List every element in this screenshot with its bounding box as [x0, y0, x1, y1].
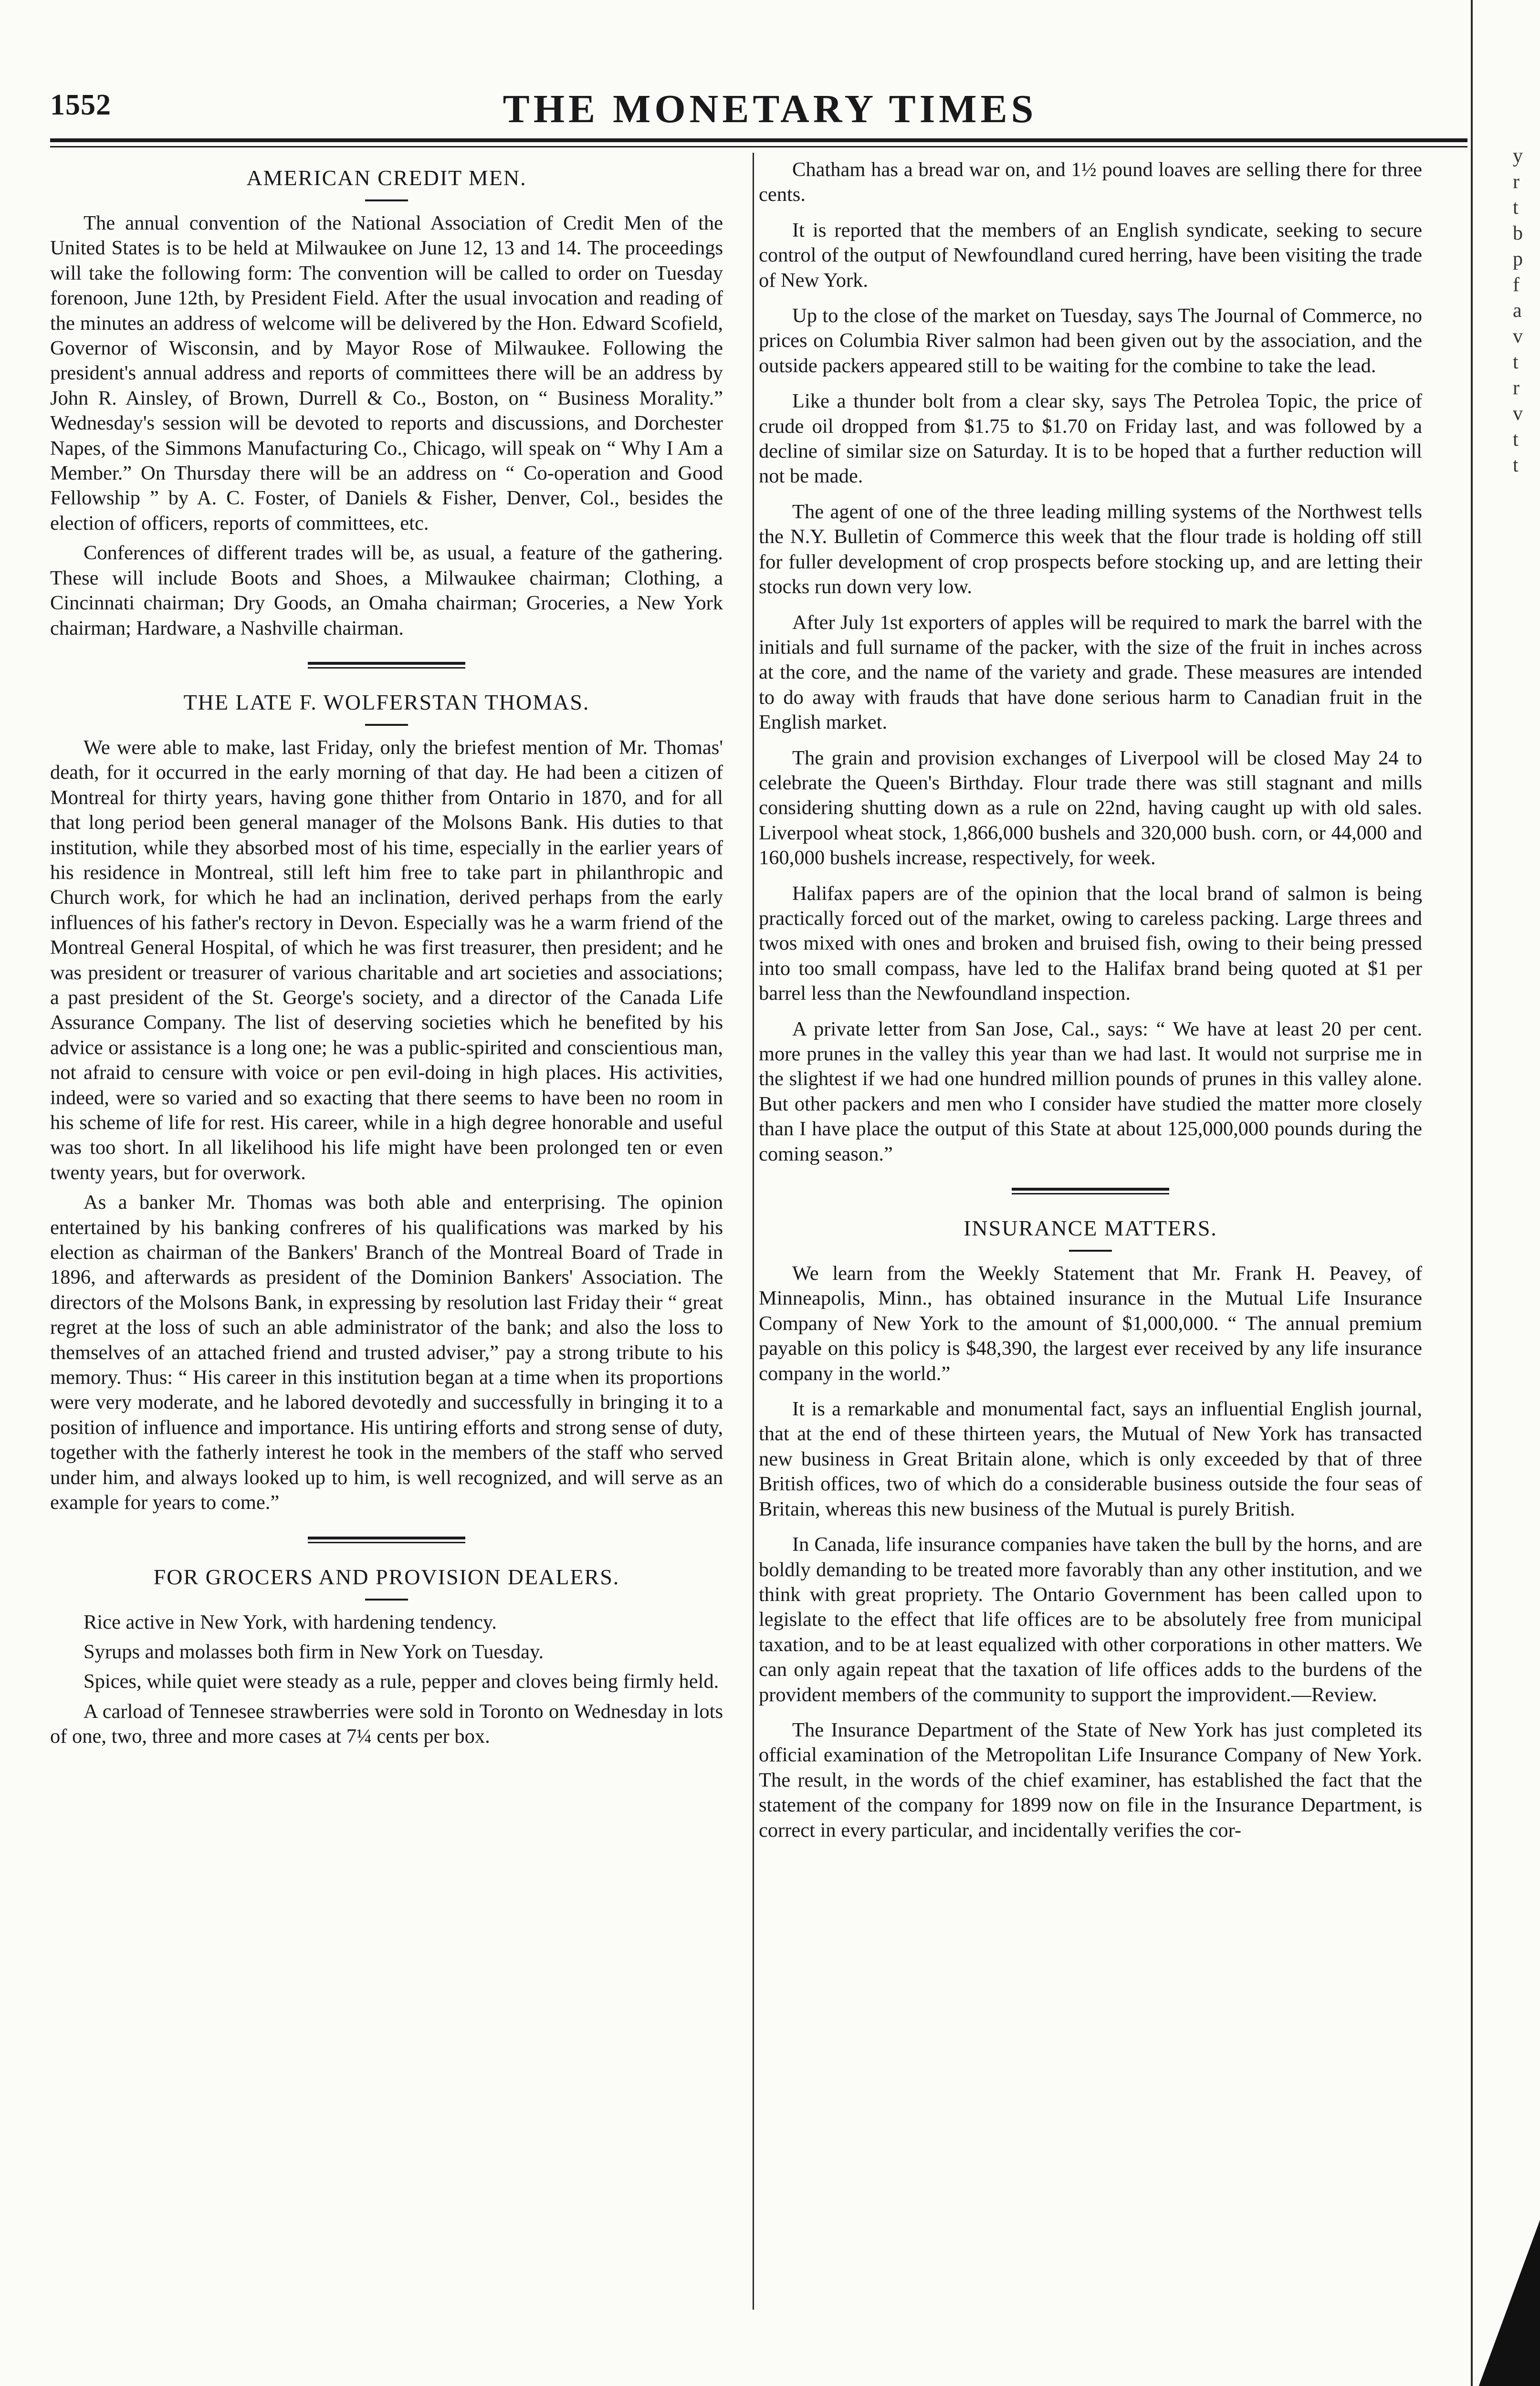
headline-american-credit-men: AMERICAN CREDIT MEN. — [246, 166, 527, 190]
fragment-letter: t — [1513, 429, 1519, 450]
paragraph: We learn from the Weekly Statement that Mr. Frank H. Peavey, of Minneapolis, Minn., has obtained insurance in the Mutual Life Insurance Company of New York to the amount of $1,000,000. “ The annual premium payable on this policy is $48,390, the largest ever received by any life insurance company in the world.” — [759, 1262, 1422, 1385]
headline-late-thomas: THE LATE F. WOLFERSTAN THOMAS. — [183, 690, 590, 714]
paragraph: As a banker Mr. Thomas was both able and enterprising. The opinion entertained by his banking confreres of his qualifications was marked by his election as chairman of the Bankers' Branch of the Montreal Board of Trade in 1896, and afterwards as president of the Dominion Bankers' Association. The directors of the Molsons Bank, in expressing by resolution last Friday their “ great regret at the loss of such an able administrator of the bank; and also the loss to themselves of an attached friend and trusted adviser,” pay a strong tribute to his memory. Thus: “ His career in this institution began at a time when its proportions were very moderate, and he labored devotedly and successfully in bringing it to a position of influence and importance. His untiring efforts and strong sense of duty, together with the fatherly interest he took in the members of the staff who served under him, and always looked up to him, is well recognized, and will serve as an example for years to come.” — [50, 1191, 723, 1514]
news-item: A private letter from San Jose, Cal., says: “ We have at least 20 per cent. more prunes in the valley this year than we had last. It would not surprise me in the slightest if we had one hundred million pounds of prunes in this valley alone. But other packers and men who I consider have studied the matter more closely than I have place the output of this State at about 125,000,000 pounds during the coming season.” — [759, 1017, 1422, 1165]
news-item: Halifax papers are of the opinion that the local brand of salmon is being practically forced out of the market, owing to careless packing. Large threes and twos mixed with ones and broken and bruised fish, owing to their being pressed into too small compass, have led to the Halifax brand being quoted at $1 per barrel less than the Newfoundland inspection. — [759, 882, 1422, 1005]
right-column — [759, 157, 1422, 1853]
news-item: The agent of one of the three leading milling systems of the Northwest tells the N.Y. Bulletin of Commerce this week that the flour trade is holding off still for fuller development of crop prospects before stocking up, and are letting their stocks run down very low. — [759, 500, 1422, 598]
news-item: Chatham has a bread war on, and 1½ pound loaves are selling there for three cents. — [759, 158, 1422, 206]
headline-grocers: FOR GROCERS AND PROVISION DEALERS. — [153, 1564, 620, 1589]
paragraph: It is a remarkable and monumental fact, says an influential English journal, that at the end of these thirteen years, the Mutual of New York has transacted new business in Great Britain alone, which is only exceeded by that of three British offices, two of which do a considerable business outside the four seas of Britain, whereas this new business of the Mutual is purely British. — [759, 1398, 1422, 1520]
continued-news-items — [759, 157, 1422, 1167]
fragment-letter: f — [1513, 274, 1519, 296]
fragment-letter: a — [1513, 300, 1522, 322]
paragraph: The Insurance Department of the State of New York has just completed its official examination of the Metropolitan Life Insurance Company of New York. The result, in the words of the chief examiner, has established the fact that the statement of the company for 1899 now on file in the Insurance Department, is correct in every particular, and incidentally verifies the cor- — [759, 1718, 1422, 1842]
header-rule-thick — [50, 138, 1467, 142]
news-item: Like a thunder bolt from a clear sky, says The Petrolea Topic, the price of crude oil dropped from $1.75 to $1.70 on Friday last, and was followed by a decline of similar size on Saturday. It is to be hoped that a further reduction will not be made. — [759, 390, 1422, 488]
fragment-letter: y — [1513, 145, 1523, 167]
header-rule-thin — [50, 146, 1467, 147]
page-number: 1552 — [50, 89, 111, 121]
paragraph: We were able to make, last Friday, only the briefest mention of Mr. Thomas' death, for it occurred in the early morning of that day. He had been a citizen of Montreal for thirty years, having gone thither from Ontario in 1870, and for all that long period been general manager of the Molsons Bank. His duties to that institution, while they absorbed most of his time, especially in the earlier years of his residence in Montreal, still left him free to take part in philanthropic and Church work, for which he had an inclination, derived perhaps from the early influences of his father's rectory in Devon. Especially was he a warm friend of the Montreal General Hospital, of which he was first treasurer, then president; and he was president or treasurer of various charitable and art societies and associations; a past president of the St. George's society, and a director of the Canada Life Assurance Company. The list of deserving societies which he benefited by his advice or assistance is a long one; he was a public-spirited and conscientious man, not afraid to censure with voice or pen evil-doing in high places. His activities, indeed, were so varied and so exacting that there seems to have been no room in his scheme of life for rest. His career, while in a high degree honorable and useful was too short. In all likelihood his life might have been prolonged ten or even twenty years, but for overwork. — [50, 736, 723, 1184]
news-item: It is reported that the members of an English syndicate, seeking to secure control of the output of Newfoundland cured herring, have been visiting the trade of New York. — [759, 219, 1422, 292]
paragraph: Spices, while quiet were steady as a rule, pepper and cloves being firmly held. — [84, 1670, 719, 1693]
section-separator — [308, 662, 465, 669]
news-item: The grain and provision exchanges of Liverpool will be closed May 24 to celebrate the Queen's Birthday. Flour trade there was still stagnant and mills considering shutting down as a rule on 22nd, having caught up with old sales. Liverpool wheat stock, 1,866,000 bushels and 320,000 bush. corn, or 44,000 and 160,000 bushels increase, respectively, for week. — [759, 746, 1422, 869]
article-insurance-matters — [759, 1214, 1422, 1843]
adjacent-page-fragment — [1513, 143, 1540, 478]
paragraph: Rice active in New York, with hardening tendency. — [84, 1611, 497, 1633]
paragraph: The annual convention of the National Association of Credit Men of the United States is to be held at Milwaukee on June 12, 13 and 14. The proceedings will take the following form: The convention will be called to order on Tuesday forenoon, June 12th, by President Field. After the usual invocation and reading of the minutes an address of welcome will be delivered by the Hon. Edward Scofield, Governor of Wisconsin, and by Mayor Rose of Milwaukee. Following the president's annual address and reports of committees there will be an address by John R. Ainsley, of Brown, Durrell & Co., Boston, on “ Business Morality.” Wednesday's session will be devoted to reports and discussions, and Dorchester Napes, of the Simmons Manufacturing Co., Chicago, will speak on “ Why I Am a Member.” On Thursday there will be an address on “ Co-operation and Good Fellowship ” by A. C. Foster, of Daniels & Fisher, Denver, Col., besides the election of officers, reports of committees, etc. — [50, 212, 723, 534]
section-separator — [1012, 1188, 1169, 1194]
scan-shadow-corner — [1473, 2220, 1540, 2386]
headline-dash — [1069, 1250, 1112, 1252]
fragment-letter: b — [1513, 222, 1523, 244]
fragment-letter: r — [1513, 171, 1519, 193]
masthead: THE MONETARY TIMES — [503, 87, 1037, 131]
fragment-letter: t — [1513, 197, 1519, 219]
headline-dash — [365, 199, 408, 201]
fragment-letter: t — [1513, 351, 1519, 373]
page-edge-border — [1471, 0, 1473, 2386]
left-column — [50, 157, 723, 1754]
news-item: After July 1st exporters of apples will be required to mark the barrel with the initials and full surname of the packer, with the size of the fruit in inches across at the core, and the name of the variety and grade. These measures are intended to do away with frauds that have done serious harm to Canadian fruit in the English market. — [759, 611, 1422, 734]
paragraph: Syrups and molasses both firm in New York on Tuesday. — [84, 1640, 544, 1663]
headline-dash — [365, 1599, 408, 1601]
article-late-thomas — [50, 688, 723, 1516]
fragment-letter: r — [1513, 377, 1519, 399]
fragment-letter: v — [1513, 325, 1523, 347]
section-separator — [308, 1537, 465, 1543]
headline-dash — [365, 724, 408, 726]
article-grocers — [50, 1562, 723, 1749]
paragraph: In Canada, life insurance companies have taken the bull by the horns, and are boldly demanding to be treated more favorably than any other institution, and we think with great propriety. The Ontario Government has been called upon to legislate to the effect that life offices are to be absolutely free from municipal taxation, and to be at least equalized with other corporations in other matters. We can only again repeat that the taxation of life offices adds to the burdens of the provident members of the community to support the improvident.—Review. — [759, 1533, 1422, 1706]
fragment-letter: v — [1513, 403, 1523, 425]
paragraph: A carload of Tennesee strawberries were sold in Toronto on Wednesday in lots of one, two, three and more cases at 7¼ cents per box. — [50, 1700, 723, 1748]
article-american-credit-men — [50, 163, 723, 641]
headline-insurance-matters: INSURANCE MATTERS. — [964, 1216, 1217, 1241]
paragraph: Conferences of different trades will be, as usual, a feature of the gathering. These will include Boots and Shoes, a Milwaukee chairman; Clothing, a Cincinnati chairman; Dry Goods, an Omaha chairman; Groceries, a New York chairman; Hardware, a Nashville chairman. — [50, 542, 723, 639]
fragment-letter: p — [1513, 248, 1523, 270]
news-item: Up to the close of the market on Tuesday, says The Journal of Commerce, no prices on Columbia River salmon had been given out by the association, and the outside packers appeared still to be waiting for the combine to take the lead. — [759, 304, 1422, 377]
fragment-letter: t — [1513, 454, 1519, 476]
column-divider — [753, 153, 754, 2310]
